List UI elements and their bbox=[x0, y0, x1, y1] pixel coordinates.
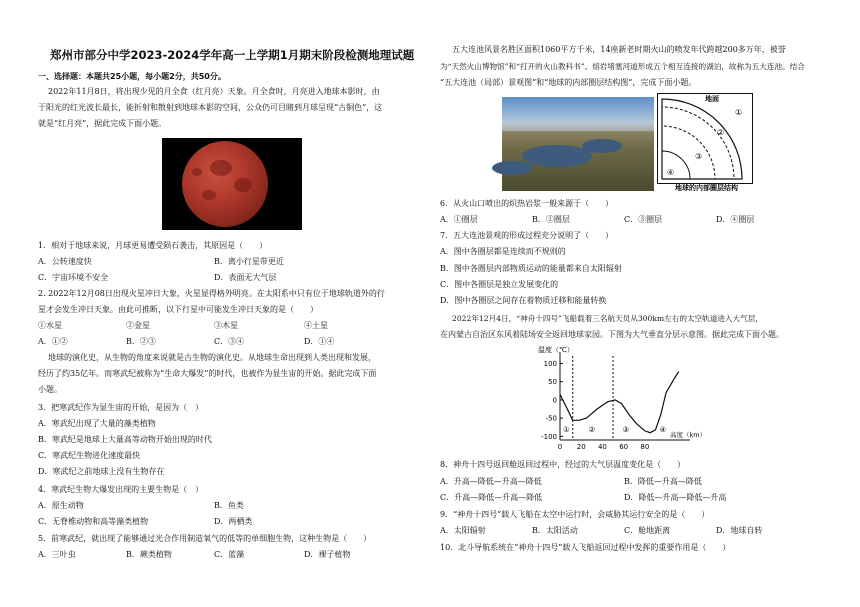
q2-option-a[interactable]: A．①② bbox=[38, 337, 68, 346]
q9-option-b[interactable]: B．太阳活动 bbox=[532, 526, 578, 535]
question-3: 3．把寒武纪作为显生宙的开始，是因为（ ） bbox=[38, 403, 204, 412]
layer-label: ② bbox=[588, 424, 596, 434]
planet-item: ①水星 bbox=[38, 321, 62, 330]
layer-4-label: ④ bbox=[667, 168, 675, 177]
x-tick-label: 80 bbox=[640, 443, 650, 451]
q6-option-b[interactable]: B．②圈层 bbox=[532, 215, 570, 224]
x-tick-label: 60 bbox=[619, 443, 629, 451]
q4-option-d[interactable]: D．两栖类 bbox=[214, 517, 253, 526]
left-column bbox=[38, 0, 424, 607]
q8-option-a[interactable]: A．升高—降低—升高—降低 bbox=[440, 477, 542, 486]
q2-option-d[interactable]: D．①④ bbox=[304, 337, 335, 346]
planet-item: ③木星 bbox=[214, 321, 238, 330]
q5-option-a[interactable]: A．三叶虫 bbox=[38, 550, 76, 559]
q9-option-d[interactable]: D．地球自转 bbox=[716, 526, 763, 535]
q2-option-b[interactable]: B．②③ bbox=[126, 337, 156, 346]
question-1: 1．相对于地球来说，月球更易遭受陨石袭击，其原因是（ ） bbox=[38, 241, 268, 250]
layer-1-label: ① bbox=[735, 108, 743, 117]
q5-option-c[interactable]: C．蓝藻 bbox=[214, 550, 245, 559]
red-moon-image bbox=[162, 138, 302, 230]
q3-option-c[interactable]: C．寒武纪生物进化速度最快 bbox=[38, 451, 141, 460]
q1-option-a[interactable]: A．公转速度快 bbox=[38, 257, 92, 266]
q6-option-d[interactable]: D．④圈层 bbox=[716, 215, 755, 224]
q9-option-a[interactable]: A．太阳辐射 bbox=[440, 526, 486, 535]
planet-item: ②金星 bbox=[126, 321, 150, 330]
q3-option-d[interactable]: D．寒武纪之前地球上没有生物存在 bbox=[38, 467, 165, 476]
intro-text: 2022年12月4日，“神舟十四号”飞船载着三名航天员从300km左右的太空轨道进入大气层， bbox=[452, 314, 763, 323]
y-tick-label: 100 bbox=[543, 359, 557, 368]
layer-label: ① bbox=[562, 424, 570, 434]
question-2: 2. 2022年12月08日出现火星冲日大象，火星显得格外明亮。在太阳系中只有位于地球轨道外的行 bbox=[38, 289, 385, 298]
q7-option-b[interactable]: B．图中各圈层内部物质运动的能量都来自太阳辐射 bbox=[440, 264, 622, 273]
intro-text: 地球的演化史，从生物的角度来说就是古生物的演化史。从地球生命出现到人类出现和发展， bbox=[48, 353, 376, 362]
q9-option-c[interactable]: C．舱地距离 bbox=[624, 526, 671, 535]
q1-option-d[interactable]: D．表面无大气层 bbox=[214, 273, 277, 282]
surface-label: 地面 bbox=[705, 95, 719, 103]
y-axis-label: 温度（℃） bbox=[538, 346, 574, 354]
question-8: 8．神舟十四号返回舱返回过程中，经过的大气层温度变化是（ ） bbox=[440, 460, 686, 469]
question-7: 7．五大连池景观的形成过程充分说明了（ ） bbox=[440, 231, 614, 240]
q1-option-c[interactable]: C．宇宙环境不安全 bbox=[38, 273, 109, 282]
intro-text: 五大连池风景名胜区面积1060平方千米，14座新老时期火山的喷发年代跨越200多万年，被誉 bbox=[452, 45, 786, 54]
atmosphere-temperature-chart bbox=[532, 344, 707, 452]
page-title: 郑州市部分中学2023-2024学年高一上学期1月期末阶段检测地理试题 bbox=[50, 48, 415, 62]
x-tick-label: 0 bbox=[557, 443, 563, 451]
wudalianchi-landscape-photo bbox=[502, 97, 654, 191]
q5-option-d[interactable]: D．裸子植物 bbox=[304, 550, 351, 559]
right-column bbox=[440, 0, 835, 607]
q6-option-c[interactable]: C．③圈层 bbox=[624, 215, 663, 224]
q1-option-b[interactable]: B．离小行星带更近 bbox=[214, 257, 284, 266]
section-heading: 一、选择题：本题共25小题，每小题2分，共50分。 bbox=[38, 72, 226, 81]
q3-option-a[interactable]: A．寒武纪出现了大量的藻类植物 bbox=[38, 419, 156, 428]
q2-option-c[interactable]: C．③④ bbox=[214, 337, 245, 346]
temperature-line bbox=[560, 372, 679, 433]
question-10: 10．北斗导航系统在“神舟十四号”载人飞船返回过程中发挥的重要作用是（ ） bbox=[440, 543, 731, 552]
q5-option-b[interactable]: B．蕨类植物 bbox=[126, 550, 172, 559]
y-tick-label: 0 bbox=[552, 396, 557, 405]
question-4: 4．寒武纪生物大爆发出现的主要生物是（ ） bbox=[38, 485, 204, 494]
y-tick-label: -100 bbox=[541, 432, 557, 441]
layer-3-label: ③ bbox=[695, 152, 703, 161]
layer-2-label: ② bbox=[717, 128, 725, 137]
q7-option-d[interactable]: D．图中各圈层之间存在着物质迁移和能量转换 bbox=[440, 296, 607, 305]
y-tick-label: -50 bbox=[545, 414, 557, 423]
q8-option-d[interactable]: D．降低—升高—降低—升高 bbox=[624, 493, 727, 502]
x-tick-label: 40 bbox=[597, 443, 607, 451]
q4-option-b[interactable]: B．鱼类 bbox=[214, 501, 244, 510]
intro-text: “五大连池（局部）景观图”和“地球的内部圈层结构图”，完成下面小题。 bbox=[440, 78, 697, 87]
earth-layers-diagram bbox=[657, 93, 777, 193]
x-tick-label: 20 bbox=[576, 443, 586, 451]
q6-option-a[interactable]: A．①圈层 bbox=[440, 215, 478, 224]
intro-text: 为“天然火山博物馆”和“打开的火山教科书”。熔岩堵塞河道形成五个相互连接的湖泊，故称为五大连池。结合 bbox=[440, 62, 805, 71]
q7-option-a[interactable]: A．图中各圈层都是连续而不规则的 bbox=[440, 247, 566, 256]
intro-text: 于阳光的红光波长最长，能折射和散射到地球本影的空间，公众仍可目睹到月球呈现“古铜色”，这 bbox=[38, 103, 383, 112]
q8-option-b[interactable]: B．降低—升高—降低 bbox=[624, 477, 702, 486]
intro-text: 就是“红月亮”，据此完成下面小题。 bbox=[38, 119, 167, 128]
planet-item: ④土星 bbox=[304, 321, 328, 330]
intro-text: 经历了约35亿年。而寒武纪被称为“生命大爆发”的时代，也被作为显生宙的开始。据此完成下面 bbox=[38, 369, 377, 378]
q4-option-c[interactable]: C．无脊椎动物和高等藻类植物 bbox=[38, 517, 149, 526]
intro-text: 在内蒙古自治区东风着陆场安全返回地球家园。下图为大气垂直分层示意图。据此完成下面小题。 bbox=[440, 330, 784, 339]
q7-option-c[interactable]: C．图中各圈层是独立发展变化的 bbox=[440, 280, 559, 289]
q8-option-c[interactable]: C．升高—降低—升高—降低 bbox=[440, 493, 543, 502]
q3-option-b[interactable]: B．寒武纪是地球上大量高等动物开始出现的时代 bbox=[38, 435, 212, 444]
q4-option-a[interactable]: A．原生动物 bbox=[38, 501, 84, 510]
intro-text: 小题。 bbox=[38, 385, 62, 394]
question-6: 6．从火山口喷出的炽热岩浆一般来源于（ ） bbox=[440, 199, 614, 208]
x-axis-label: 高度（km） bbox=[670, 431, 707, 439]
intro-text: 2022年11月8日，将出现少见的月全食（红月亮）天象。月全食时，月亮进入地球本影时，由 bbox=[48, 87, 380, 96]
diagram-caption: 地球的内部圈层结构 bbox=[675, 184, 738, 192]
question-2: 星才会发生冲日天象。由此可推断，以下行星中可能发生冲日天象的是（ ） bbox=[38, 305, 318, 314]
question-5: 5．前寒武纪，就出现了能够通过光合作用制造氧气的低等的单细胞生物，这种生物是（ ） bbox=[38, 534, 372, 543]
layer-label: ④ bbox=[659, 424, 667, 434]
y-tick-label: 50 bbox=[548, 378, 557, 387]
question-9: 9．“神舟十四号”载人飞船在太空中运行时，会威胁其运行安全的是（ ） bbox=[440, 510, 710, 519]
layer-label: ③ bbox=[622, 424, 630, 434]
